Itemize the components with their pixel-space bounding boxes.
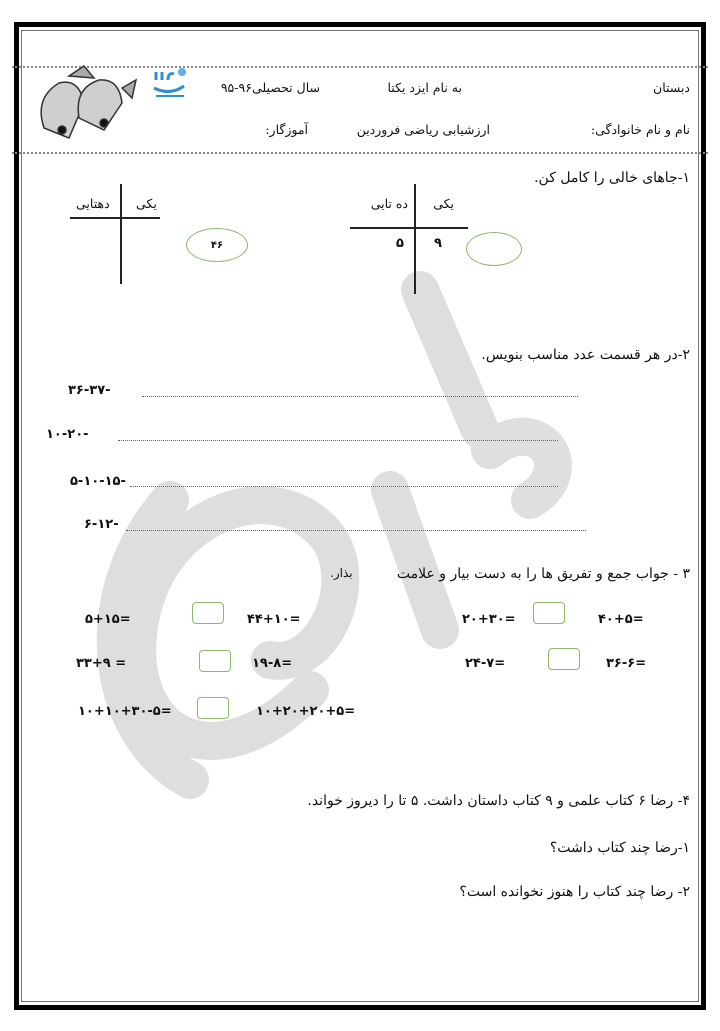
q3-expr-l3-right: ۱۰+۲۰+۲۰+۵= — [256, 704, 356, 719]
q3-expr-r2-right: ۳۶-۶= — [606, 656, 647, 671]
q2-answer-line-4[interactable] — [126, 530, 586, 531]
q3-compare-box-l3[interactable] — [197, 697, 229, 719]
q4-title: ۴- رضا ۶ کتاب علمی و ۹ کتاب داستان داشت. ۵ تا را دیروز خواند. — [307, 793, 690, 809]
q1-left-col-ones: یکی — [136, 196, 157, 211]
q2-sequence-1: ۳۶-۳۷- — [68, 383, 111, 398]
q2-sequence-4: ۶-۱۲- — [84, 517, 119, 532]
q2-answer-line-3[interactable] — [130, 486, 558, 487]
q1-right-table-vline — [414, 184, 416, 294]
academic-year: سال تحصیلی۹۶-۹۵ — [220, 80, 320, 95]
q2-title: ۲-در هر قسمت عدد مناسب بنویس. — [481, 347, 690, 363]
q2-answer-line-1[interactable] — [142, 396, 578, 397]
q1-given-oval: ۴۶ — [186, 228, 248, 262]
q1-left-col-tens: دهتایی — [76, 196, 110, 211]
q1-answer-oval[interactable] — [466, 232, 522, 266]
q3-compare-box-r1[interactable] — [533, 602, 565, 624]
q3-expr-l1-left: ۵+۱۵= — [85, 612, 131, 627]
q3-expr-l2-right: ۱۹-۸= — [252, 656, 293, 671]
q1-left-table-vline — [120, 184, 122, 284]
q3-compare-box-l1[interactable] — [192, 602, 224, 624]
q3-expr-r2-left: ۲۴-۷= — [465, 656, 506, 671]
q3-expr-l1-right: ۴۴+۱۰= — [247, 612, 301, 627]
q4-sub-question-1: ۱-رضا چند کتاب داشت؟ — [549, 840, 690, 856]
student-name-field[interactable]: نام و نام خانوادگی: — [590, 122, 690, 137]
q2-sequence-2: ۱۰-۲۰- — [46, 427, 89, 442]
q3-expr-l3-left: ۱۰+۱۰+۳۰-۵= — [78, 704, 172, 719]
q1-right-col-tens: ده تایی — [370, 196, 408, 211]
q3-expr-r1-left: ۲۰+۳۰= — [462, 612, 516, 627]
q3-compare-box-r2[interactable] — [548, 648, 580, 670]
q1-title: ۱-جاهای خالی را کامل کن. — [534, 170, 690, 186]
q3-expr-l2-left: ۳۳+۹ = — [76, 656, 127, 671]
q3-title-end: بذار. — [330, 566, 353, 580]
q1-right-ones-value: ۹ — [434, 236, 442, 251]
q3-compare-box-l2[interactable] — [199, 650, 231, 672]
bells-icon — [24, 58, 140, 146]
q3-expr-r1-right: ۴۰+۵= — [598, 612, 644, 627]
q1-right-table-hline — [350, 227, 468, 229]
q1-left-table-hline — [70, 217, 160, 219]
q3-title: ۳ - جواب جمع و تفریق ها را به دست بیار و علامت — [396, 566, 690, 582]
q4-sub-question-2: ۲- رضا چند کتاب را هنوز نخوانده است؟ — [459, 884, 690, 900]
q1-right-col-ones: یکی — [433, 196, 454, 211]
q2-answer-line-2[interactable] — [118, 440, 558, 441]
q2-sequence-3: ۵-۱۰-۱۵- — [70, 474, 126, 489]
school-logo-icon — [150, 66, 192, 100]
school-label: دبستان — [653, 80, 690, 95]
teacher-field[interactable]: آموزگار: — [265, 122, 308, 137]
q1-right-tens-value: ۵ — [396, 236, 404, 251]
basmala: به نام ایزد یکتا — [387, 80, 462, 95]
exam-title: ارزشیابی ریاضی فروردین — [356, 122, 490, 137]
